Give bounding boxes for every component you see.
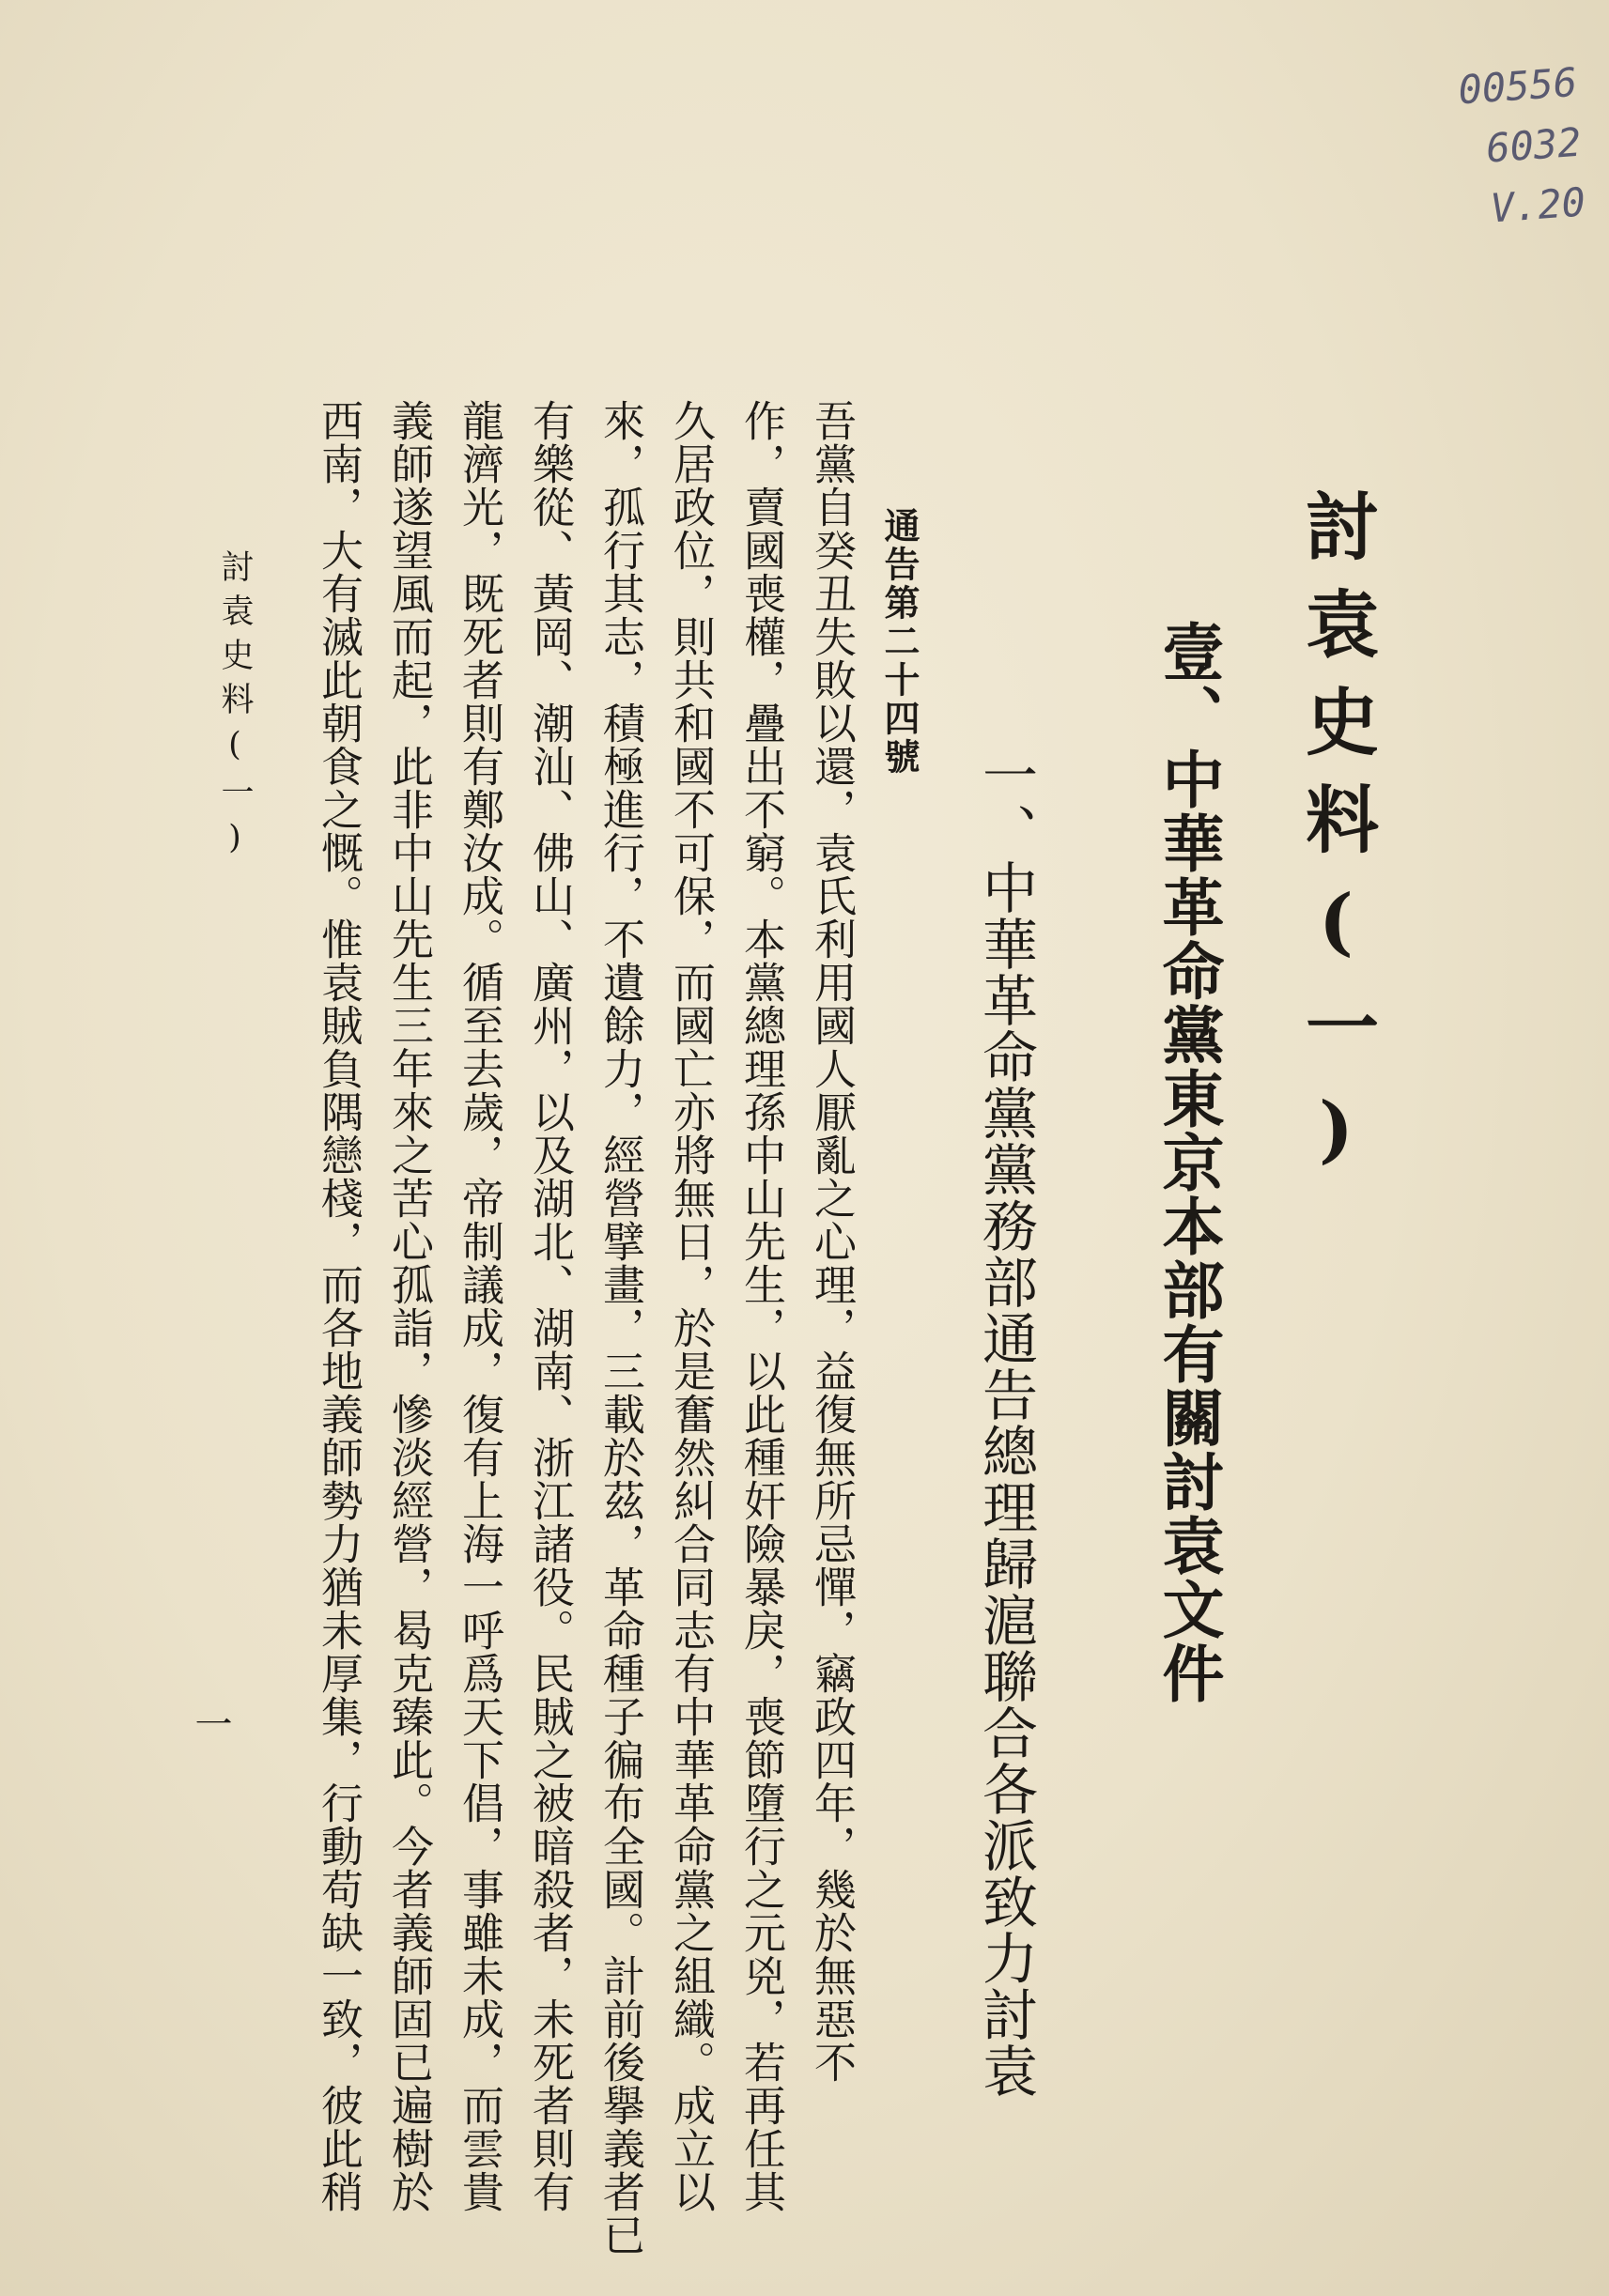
footer-title: 討袁史料(一) — [216, 549, 254, 868]
handwritten-note: 6032 — [1484, 118, 1583, 172]
body-line: 久居政位，則共和國不可保，而國亡亦將無日，於是奮然糾合同志有中華革命黨之組織。成立以 — [666, 399, 716, 2213]
body-line: 義師遂望風而起，此非中山先生三年來之苦心孤詣，慘淡經營，曷克臻此。今者義師固已遍樹於 — [384, 399, 434, 2213]
handwritten-note: 00556 — [1456, 58, 1579, 114]
body-line: 龍濟光，既死者則有鄭汝成。循至去歲，帝制議成，復有上海一呼爲天下倡，事雖未成，而雲貴 — [455, 399, 504, 2213]
body-line: 吾黨自癸丑失敗以還，袁氏利用國人厭亂之心理，益復無所忌憚，竊政四年，幾於無惡不 — [807, 399, 857, 2084]
book-title: 討袁史料(一) — [1293, 488, 1379, 1196]
section-title: 壹、中華革命黨東京本部有關討袁文件 — [1152, 620, 1225, 1705]
subsection-title: 一、中華革命黨黨務部通告總理歸滬聯合各派致力討袁 — [973, 747, 1038, 2099]
body-line: 西南，大有滅此朝食之慨。惟袁賊負隅戀棧，而各地義師勢力猶未厚集，行動苟缺一致，彼此稍 — [314, 399, 364, 2213]
body-line: 有樂從、黃岡、潮汕、佛山、廣州，以及湖北、湖南、浙江諸役。民賊之被暗殺者，未死者則有 — [525, 399, 575, 2213]
body-line: 來，孤行其志，積極進行，不遺餘力，經營擘畫，三載於茲，革命種子徧布全國。計前後擧義者已 — [596, 399, 645, 2257]
handwritten-catalog-notes — [1456, 53, 1587, 240]
handwritten-note: V.20 — [1488, 178, 1586, 232]
page-number: 一 — [189, 1704, 232, 1742]
body-line: 作，賣國喪權，疊出不窮。本黨總理孫中山先生，以此種奸險暴戾，喪節墮行之元兇，若再任其 — [736, 399, 786, 2213]
notice-title: 通告第二十四號 — [878, 507, 921, 777]
